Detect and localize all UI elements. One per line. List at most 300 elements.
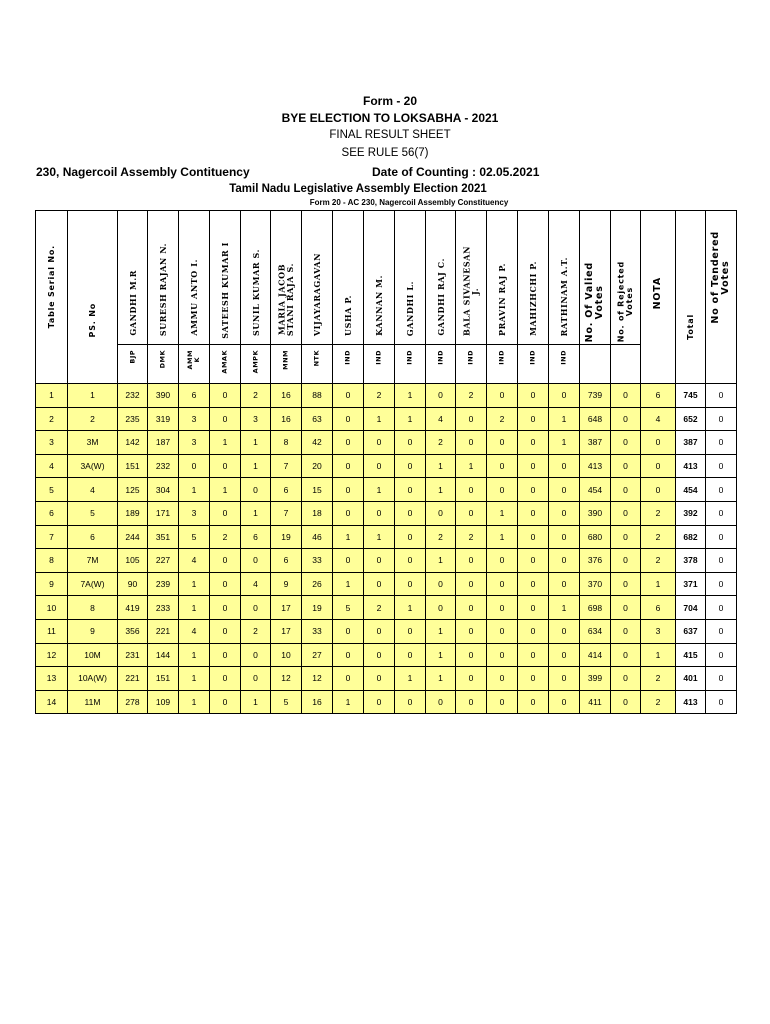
vote-cell: 0 [210, 384, 241, 408]
serial-cell: 14 [36, 690, 68, 714]
rejected-votes-cell: 0 [611, 667, 641, 691]
table-row [36, 549, 737, 573]
vote-cell: 0 [333, 501, 364, 525]
vote-cell: 20 [302, 454, 333, 478]
candidate-header-cell [302, 211, 333, 345]
valid-votes-cell: 698 [580, 596, 611, 620]
vote-cell: 1 [549, 431, 580, 455]
vote-cell: 2 [426, 525, 456, 549]
table-row [36, 525, 737, 549]
vote-cell: 0 [241, 549, 271, 573]
vote-cell: 0 [210, 619, 241, 643]
tendered-cell: 0 [706, 525, 737, 549]
vote-cell: 144 [148, 643, 179, 667]
tendered-cell: 0 [706, 619, 737, 643]
vote-cell: 33 [302, 549, 333, 573]
candidate-header-cell [487, 211, 518, 345]
vote-cell: 0 [210, 572, 241, 596]
total-cell: 415 [676, 643, 706, 667]
total-cell: 454 [676, 478, 706, 502]
vote-cell: 0 [395, 643, 426, 667]
rejected-votes-cell: 0 [611, 501, 641, 525]
candidate-header-cell [518, 211, 549, 345]
party-label: DMK [158, 350, 167, 369]
header-row-parties [36, 345, 737, 384]
party-cell [487, 345, 518, 384]
serial-cell: 9 [36, 572, 68, 596]
vote-cell: 0 [210, 690, 241, 714]
serial-cell: 1 [36, 384, 68, 408]
vote-cell: 33 [302, 619, 333, 643]
tendered-cell: 0 [706, 501, 737, 525]
vote-cell: 233 [148, 596, 179, 620]
vote-cell: 0 [518, 549, 549, 573]
vote-cell: 0 [549, 619, 580, 643]
valid-votes-cell: 390 [580, 501, 611, 525]
total-cell: 401 [676, 667, 706, 691]
candidate-header-cell [271, 211, 302, 345]
vote-cell: 8 [271, 431, 302, 455]
vote-cell: 2 [241, 619, 271, 643]
tendered-cell: 0 [706, 431, 737, 455]
vote-cell: 189 [118, 501, 148, 525]
vote-cell: 15 [302, 478, 333, 502]
valid-votes-cell: 648 [580, 407, 611, 431]
ps-cell: 6 [68, 525, 118, 549]
candidate-header-cell [333, 211, 364, 345]
vote-cell: 278 [118, 690, 148, 714]
vote-cell: 0 [364, 549, 395, 573]
valid-votes-cell: 413 [580, 454, 611, 478]
ps-cell: 4 [68, 478, 118, 502]
candidate-header-cell [118, 211, 148, 345]
vote-cell: 1 [426, 667, 456, 691]
vote-cell: 0 [518, 643, 549, 667]
vote-cell: 227 [148, 549, 179, 573]
party-label: IND [343, 350, 352, 365]
valid-votes-cell: 680 [580, 525, 611, 549]
vote-cell: 6 [241, 525, 271, 549]
vote-cell: 0 [518, 407, 549, 431]
party-label: MNM [281, 350, 290, 370]
nota-cell: 2 [641, 525, 676, 549]
vote-cell: 1 [487, 525, 518, 549]
vote-cell: 2 [487, 407, 518, 431]
vote-cell: 0 [241, 596, 271, 620]
vote-cell: 1 [426, 643, 456, 667]
vote-cell: 4 [426, 407, 456, 431]
candidate-header-cell [241, 211, 271, 345]
vote-cell: 0 [487, 667, 518, 691]
party-cell [118, 345, 148, 384]
ps-cell: 7M [68, 549, 118, 573]
candidate-name: MAHIZHCHI P. [527, 261, 538, 336]
candidate-name: SURESH RAJAN N. [157, 242, 168, 336]
serial-cell: 2 [36, 407, 68, 431]
vote-cell: 0 [456, 407, 487, 431]
candidate-header-cell [395, 211, 426, 345]
vote-cell: 0 [395, 619, 426, 643]
election-title: BYE ELECTION TO LOKSABHA - 2021 [281, 111, 499, 125]
vote-cell: 0 [333, 667, 364, 691]
vote-cell: 0 [179, 454, 210, 478]
nota-cell: 4 [641, 407, 676, 431]
vote-cell: 1 [179, 596, 210, 620]
candidate-name: USHA P. [342, 295, 353, 336]
vote-cell: 1 [395, 596, 426, 620]
vote-cell: 0 [456, 549, 487, 573]
vote-cell: 1 [179, 478, 210, 502]
rejected-votes-header: No. of Rejected Votes [616, 260, 634, 342]
party-label: IND [436, 350, 445, 365]
nota-cell: 6 [641, 596, 676, 620]
party-label: AMPK [251, 350, 260, 374]
rejected-votes-cell: 0 [611, 572, 641, 596]
table-row [36, 501, 737, 525]
vote-cell: 1 [333, 690, 364, 714]
form-number: Form - 20 [362, 94, 417, 108]
nota-header-cell [641, 211, 676, 384]
blank-cell [611, 345, 641, 384]
vote-cell: 0 [518, 596, 549, 620]
vote-cell: 19 [302, 596, 333, 620]
vote-cell: 1 [241, 690, 271, 714]
vote-cell: 1 [456, 454, 487, 478]
vote-cell: 0 [549, 454, 580, 478]
party-cell [426, 345, 456, 384]
nota-header: NOTA [652, 277, 664, 310]
vote-cell: 7 [271, 501, 302, 525]
party-cell [549, 345, 580, 384]
vote-cell: 1 [179, 572, 210, 596]
vote-cell: 2 [210, 525, 241, 549]
results-table [35, 210, 737, 714]
total-cell: 745 [676, 384, 706, 408]
vote-cell: 1 [179, 667, 210, 691]
nota-cell: 2 [641, 667, 676, 691]
vote-cell: 1 [364, 478, 395, 502]
vote-cell: 0 [518, 525, 549, 549]
vote-cell: 6 [271, 549, 302, 573]
vote-cell: 0 [456, 619, 487, 643]
vote-cell: 0 [364, 667, 395, 691]
vote-cell: 390 [148, 384, 179, 408]
vote-cell: 2 [426, 431, 456, 455]
vote-cell: 27 [302, 643, 333, 667]
vote-cell: 0 [518, 384, 549, 408]
total-cell: 413 [676, 690, 706, 714]
vote-cell: 1 [395, 384, 426, 408]
total-header: Total [685, 314, 695, 340]
counting-date: Date of Counting : 02.05.2021 [372, 165, 540, 179]
vote-cell: 0 [487, 643, 518, 667]
serial-cell: 4 [36, 454, 68, 478]
ps-cell: 1 [68, 384, 118, 408]
vote-cell: 3 [179, 431, 210, 455]
blank-cell [580, 345, 611, 384]
vote-cell: 244 [118, 525, 148, 549]
vote-cell: 5 [179, 525, 210, 549]
serial-cell: 7 [36, 525, 68, 549]
party-label: AMM K [186, 350, 201, 370]
vote-cell: 0 [549, 384, 580, 408]
header-row-candidates [36, 211, 737, 345]
vote-cell: 419 [118, 596, 148, 620]
vote-cell: 0 [487, 478, 518, 502]
vote-cell: 1 [364, 407, 395, 431]
vote-cell: 0 [333, 407, 364, 431]
vote-cell: 0 [518, 478, 549, 502]
valid-votes-cell: 376 [580, 549, 611, 573]
vote-cell: 17 [271, 619, 302, 643]
party-label: IND [374, 350, 383, 365]
vote-cell: 17 [271, 596, 302, 620]
vote-cell: 0 [549, 667, 580, 691]
vote-cell: 1 [364, 525, 395, 549]
tendered-cell: 0 [706, 384, 737, 408]
vote-cell: 0 [241, 643, 271, 667]
valid-votes-header: No. Of Valied Votes [584, 261, 605, 342]
vote-cell: 0 [456, 431, 487, 455]
serial-cell: 8 [36, 549, 68, 573]
vote-cell: 26 [302, 572, 333, 596]
vote-cell: 0 [518, 690, 549, 714]
party-cell [364, 345, 395, 384]
vote-cell: 0 [426, 572, 456, 596]
tendered-cell: 0 [706, 690, 737, 714]
table-row [36, 596, 737, 620]
valid-votes-header-cell [580, 211, 611, 345]
party-cell [271, 345, 302, 384]
party-label: BJP [128, 350, 137, 364]
candidate-name: KANNAN M. [373, 275, 384, 336]
vote-cell: 0 [518, 501, 549, 525]
valid-votes-cell: 370 [580, 572, 611, 596]
vote-cell: 0 [333, 478, 364, 502]
ps-cell: 7A(W) [68, 572, 118, 596]
vote-cell: 2 [241, 384, 271, 408]
vote-cell: 0 [364, 690, 395, 714]
vote-cell: 0 [456, 596, 487, 620]
nota-cell: 0 [641, 454, 676, 478]
table-row [36, 478, 737, 502]
vote-cell: 0 [487, 572, 518, 596]
party-cell [518, 345, 549, 384]
vote-cell: 0 [210, 501, 241, 525]
nota-cell: 3 [641, 619, 676, 643]
party-cell [210, 345, 241, 384]
vote-cell: 221 [118, 667, 148, 691]
vote-cell: 2 [364, 596, 395, 620]
candidate-header-cell [364, 211, 395, 345]
vote-cell: 109 [148, 690, 179, 714]
vote-cell: 125 [118, 478, 148, 502]
table-row [36, 431, 737, 455]
tendered-cell: 0 [706, 454, 737, 478]
vote-cell: 0 [395, 572, 426, 596]
ps-cell: 3A(W) [68, 454, 118, 478]
vote-cell: 18 [302, 501, 333, 525]
vote-cell: 0 [210, 667, 241, 691]
valid-votes-cell: 399 [580, 667, 611, 691]
total-cell: 371 [676, 572, 706, 596]
vote-cell: 3 [179, 407, 210, 431]
serial-header: Table Serial No. [46, 245, 56, 329]
vote-cell: 0 [395, 549, 426, 573]
total-cell: 704 [676, 596, 706, 620]
serial-cell: 12 [36, 643, 68, 667]
vote-cell: 221 [148, 619, 179, 643]
party-cell [395, 345, 426, 384]
table-row [36, 407, 737, 431]
total-cell: 378 [676, 549, 706, 573]
vote-cell: 46 [302, 525, 333, 549]
vote-cell: 0 [456, 478, 487, 502]
valid-votes-cell: 739 [580, 384, 611, 408]
party-label: NTK [312, 350, 321, 367]
vote-cell: 6 [271, 478, 302, 502]
nota-cell: 0 [641, 431, 676, 455]
vote-cell: 0 [395, 454, 426, 478]
vote-cell: 16 [302, 690, 333, 714]
vote-cell: 0 [518, 667, 549, 691]
vote-cell: 90 [118, 572, 148, 596]
vote-cell: 12 [302, 667, 333, 691]
candidate-header-cell [210, 211, 241, 345]
party-cell [179, 345, 210, 384]
party-label: IND [559, 350, 568, 365]
rejected-votes-cell: 0 [611, 384, 641, 408]
vote-cell: 0 [487, 690, 518, 714]
tendered-cell: 0 [706, 596, 737, 620]
vote-cell: 5 [333, 596, 364, 620]
vote-cell: 1 [241, 431, 271, 455]
vote-cell: 0 [456, 690, 487, 714]
ps-header: PS. No [87, 303, 97, 338]
rejected-votes-cell: 0 [611, 478, 641, 502]
vote-cell: 1 [426, 549, 456, 573]
ps-cell: 3M [68, 431, 118, 455]
vote-cell: 88 [302, 384, 333, 408]
rejected-votes-cell: 0 [611, 525, 641, 549]
vote-cell: 1 [487, 501, 518, 525]
vote-cell: 235 [118, 407, 148, 431]
vote-cell: 0 [426, 690, 456, 714]
vote-cell: 0 [487, 596, 518, 620]
vote-cell: 0 [456, 643, 487, 667]
vote-cell: 0 [549, 572, 580, 596]
tendered-cell: 0 [706, 478, 737, 502]
valid-votes-cell: 414 [580, 643, 611, 667]
table-row [36, 619, 737, 643]
rejected-votes-header-cell [611, 211, 641, 345]
vote-cell: 16 [271, 407, 302, 431]
vote-cell: 0 [487, 549, 518, 573]
vote-cell: 0 [549, 501, 580, 525]
vote-cell: 0 [364, 501, 395, 525]
table-row [36, 454, 737, 478]
party-label: IND [528, 350, 537, 365]
vote-cell: 0 [395, 690, 426, 714]
vote-cell: 2 [456, 384, 487, 408]
total-cell: 392 [676, 501, 706, 525]
total-cell: 682 [676, 525, 706, 549]
party-cell [333, 345, 364, 384]
serial-cell: 5 [36, 478, 68, 502]
vote-cell: 0 [549, 643, 580, 667]
vote-cell: 0 [456, 572, 487, 596]
rejected-votes-cell: 0 [611, 431, 641, 455]
candidate-name: GANDHI RAJ C. [435, 258, 446, 336]
vote-cell: 0 [395, 431, 426, 455]
rejected-votes-cell: 0 [611, 549, 641, 573]
vote-cell: 0 [333, 454, 364, 478]
candidate-name: RATHINAM A.T. [558, 256, 569, 336]
vote-cell: 0 [333, 643, 364, 667]
tendered-cell: 0 [706, 407, 737, 431]
vote-cell: 0 [456, 501, 487, 525]
vote-cell: 1 [210, 478, 241, 502]
vote-cell: 12 [271, 667, 302, 691]
vote-cell: 232 [118, 384, 148, 408]
nota-cell: 6 [641, 384, 676, 408]
vote-cell: 105 [118, 549, 148, 573]
ps-header-cell [68, 211, 118, 384]
vote-cell: 1 [241, 501, 271, 525]
party-cell [456, 345, 487, 384]
vote-cell: 3 [241, 407, 271, 431]
candidate-header-cell [549, 211, 580, 345]
party-label: IND [497, 350, 506, 365]
vote-cell: 1 [426, 619, 456, 643]
vote-cell: 0 [549, 525, 580, 549]
party-label: AMAK [220, 350, 229, 374]
vote-cell: 6 [179, 384, 210, 408]
vote-cell: 0 [395, 478, 426, 502]
vote-cell: 0 [210, 643, 241, 667]
vote-cell: 0 [333, 384, 364, 408]
vote-cell: 0 [364, 619, 395, 643]
vote-cell: 0 [487, 431, 518, 455]
vote-cell: 319 [148, 407, 179, 431]
vote-cell: 16 [271, 384, 302, 408]
rejected-votes-cell: 0 [611, 619, 641, 643]
vote-cell: 231 [118, 643, 148, 667]
valid-votes-cell: 411 [580, 690, 611, 714]
vote-cell: 9 [271, 572, 302, 596]
vote-cell: 0 [210, 454, 241, 478]
candidate-name: SUNIL KUMAR S. [250, 248, 261, 336]
vote-cell: 4 [241, 572, 271, 596]
form-subtitle: Form 20 - AC 230, Nagercoil Assembly Constituency [309, 198, 509, 207]
vote-cell: 1 [210, 431, 241, 455]
party-cell [241, 345, 271, 384]
candidate-name: MARIA JACOB STANI RAJA S. [276, 262, 295, 336]
candidate-name: GANDHI M.R [127, 270, 138, 336]
rule-label: SEE RULE 56(7) [341, 147, 429, 159]
vote-cell: 0 [426, 596, 456, 620]
vote-cell: 7 [271, 454, 302, 478]
ps-cell: 10A(W) [68, 667, 118, 691]
ps-cell: 2 [68, 407, 118, 431]
vote-cell: 232 [148, 454, 179, 478]
candidate-header-cell [456, 211, 487, 345]
constituency-label: 230, Nagercoil Assembly Contituency [36, 165, 250, 179]
vote-cell: 356 [118, 619, 148, 643]
party-label: IND [405, 350, 414, 365]
vote-cell: 0 [487, 384, 518, 408]
vote-cell: 19 [271, 525, 302, 549]
